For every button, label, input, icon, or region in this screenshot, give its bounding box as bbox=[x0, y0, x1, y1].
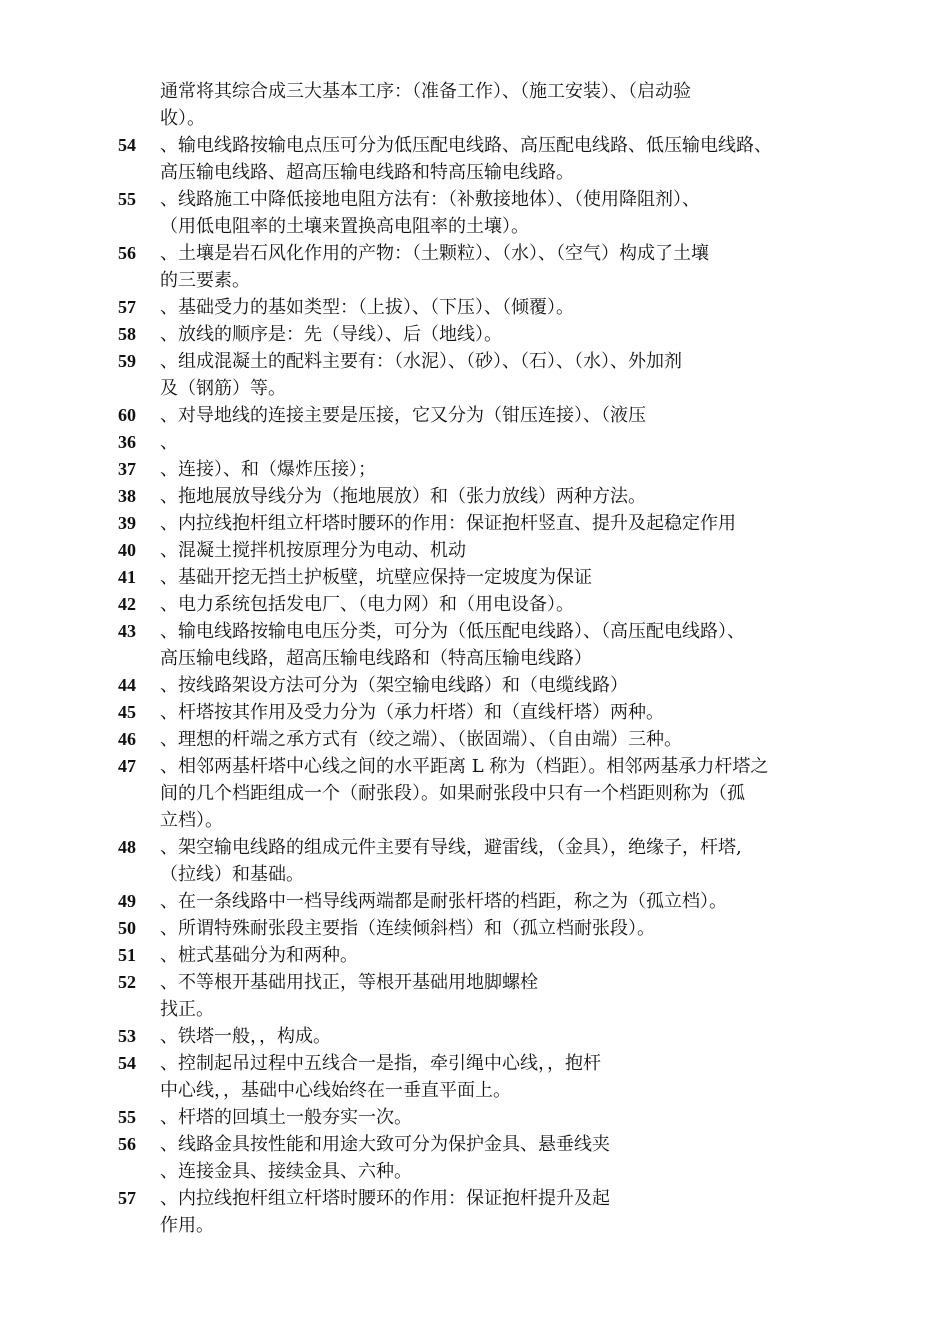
text-line bbox=[118, 807, 838, 834]
item-text: 立档）。 bbox=[160, 810, 223, 831]
item-text: 、理想的杆端之承方式有（绞之端）、（嵌固端）、（自由端）三种。 bbox=[160, 729, 682, 750]
text-line bbox=[118, 591, 838, 618]
item-number: 38 bbox=[118, 486, 136, 506]
text-line bbox=[118, 1050, 838, 1077]
text-line bbox=[118, 294, 838, 321]
text-line bbox=[118, 726, 838, 753]
item-text: 、杆塔按其作用及受力分为（承力杆塔）和（直线杆塔）两种。 bbox=[160, 702, 664, 723]
item-number: 36 bbox=[118, 432, 136, 452]
item-text: 、不等根开基础用找正，等根开基础用地脚螺栓 bbox=[160, 972, 538, 993]
item-text: 、在一条线路中一档导线两端都是耐张杆塔的档距，称之为（孤立档）。 bbox=[160, 891, 727, 912]
item-text: 、输电线路按输电点压可分为低压配电线路、高压配电线路、低压输电线路、 bbox=[160, 135, 772, 156]
item-number: 52 bbox=[118, 972, 136, 992]
text-line bbox=[118, 861, 838, 888]
text-line bbox=[118, 618, 838, 645]
text-line bbox=[118, 483, 838, 510]
item-number: 41 bbox=[118, 567, 136, 587]
item-text: 、内拉线抱杆组立杆塔时腰环的作用：保证抱杆竖直、提升及起稳定作用 bbox=[160, 513, 736, 534]
item-number: 54 bbox=[118, 1053, 136, 1073]
text-line bbox=[118, 645, 838, 672]
text-line bbox=[118, 186, 838, 213]
text-line bbox=[118, 267, 838, 294]
item-number: 50 bbox=[118, 918, 136, 938]
item-number: 44 bbox=[118, 675, 136, 695]
item-text: 、架空输电线路的组成元件主要有导线，避雷线，（金具），绝缘子，杆塔, bbox=[160, 837, 742, 858]
text-line bbox=[118, 699, 838, 726]
item-text: 收）。 bbox=[160, 108, 205, 129]
text-line bbox=[118, 537, 838, 564]
item-text: 、对导地线的连接主要是压接，它又分为（钳压连接）、（液压 bbox=[160, 405, 646, 426]
item-number: 48 bbox=[118, 837, 136, 857]
item-number: 55 bbox=[118, 189, 136, 209]
item-number: 37 bbox=[118, 459, 136, 479]
item-text: 、电力系统包括发电厂、（电力网）和（用电设备）。 bbox=[160, 594, 574, 615]
item-text: 、 bbox=[160, 432, 178, 453]
text-line bbox=[118, 753, 838, 780]
item-text: 、基础受力的基如类型：（上拔）、（下压）、（倾覆）。 bbox=[160, 297, 574, 318]
item-number: 54 bbox=[118, 135, 136, 155]
item-number: 60 bbox=[118, 405, 136, 425]
item-text: 的三要素。 bbox=[160, 270, 250, 291]
item-text: 高压输电线路、超高压输电线路和特高压输电线路。 bbox=[160, 162, 574, 183]
item-text: 、输电线路按输电电压分类，可分为（低压配电线路）、（高压配电线路）、 bbox=[160, 621, 745, 642]
item-text: 、控制起吊过程中五线合一是指，牵引绳中心线，，抱杆 bbox=[160, 1053, 601, 1074]
item-text: 、连接金具、接续金具、六种。 bbox=[160, 1161, 412, 1182]
text-line bbox=[118, 159, 838, 186]
item-text: 、线路金具按性能和用途大致可分为保护金具、悬垂线夹 bbox=[160, 1134, 610, 1155]
item-text: 间的几个档距组成一个（耐张段）。如果耐张段中只有一个档距则称为（孤 bbox=[160, 783, 745, 804]
item-text: 通常将其综合成三大基本工序：（准备工作）、（施工安装）、（启动验 bbox=[160, 81, 691, 102]
text-line bbox=[118, 1158, 838, 1185]
text-line bbox=[118, 375, 838, 402]
item-text: 、所谓特殊耐张段主要指（连续倾斜档）和（孤立档耐张段）。 bbox=[160, 918, 655, 939]
item-number: 56 bbox=[118, 243, 136, 263]
item-number: 56 bbox=[118, 1134, 136, 1154]
item-text: 、组成混凝土的配料主要有：（水泥）、（砂）、（石）、（水）、外加剂 bbox=[160, 351, 682, 372]
text-line bbox=[118, 672, 838, 699]
document-body bbox=[118, 78, 838, 1239]
item-number: 49 bbox=[118, 891, 136, 911]
item-text: 、混凝土搅拌机按原理分为电动、机动 bbox=[160, 540, 466, 561]
text-line bbox=[118, 1104, 838, 1131]
item-number: 46 bbox=[118, 729, 136, 749]
item-number: 51 bbox=[118, 945, 136, 965]
text-line bbox=[118, 1077, 838, 1104]
text-line bbox=[118, 213, 838, 240]
text-line bbox=[118, 78, 838, 105]
item-number: 42 bbox=[118, 594, 136, 614]
item-text: （用低电阻率的土壤来置换高电阻率的土壤）。 bbox=[160, 216, 529, 237]
text-line bbox=[118, 996, 838, 1023]
item-number: 39 bbox=[118, 513, 136, 533]
item-text: 、拖地展放导线分为（拖地展放）和（张力放线）两种方法。 bbox=[160, 486, 646, 507]
item-text: 、铁塔一般，，构成。 bbox=[160, 1026, 331, 1047]
item-text: 、杆塔的回填土一般夯实一次。 bbox=[160, 1107, 412, 1128]
text-line bbox=[118, 915, 838, 942]
item-text: 中心线，，基础中心线始终在一垂直平面上。 bbox=[160, 1080, 511, 1101]
item-number: 43 bbox=[118, 621, 136, 641]
item-text: 、基础开挖无挡土护板壁，坑壁应保持一定坡度为保证 bbox=[160, 567, 592, 588]
item-text: 、线路施工中降低接地电阻方法有：（补敷接地体）、（使用降阻剂）、 bbox=[160, 189, 700, 210]
text-line bbox=[118, 942, 838, 969]
item-text: 、桩式基础分为和两种。 bbox=[160, 945, 358, 966]
text-line bbox=[118, 1185, 838, 1212]
text-line bbox=[118, 348, 838, 375]
text-line bbox=[118, 834, 838, 861]
item-number: 59 bbox=[118, 351, 136, 371]
item-number: 53 bbox=[118, 1026, 136, 1046]
item-text: 高压输电线路，超高压输电线路和（特高压输电线路） bbox=[160, 648, 592, 669]
item-text: 、内拉线抱杆组立杆塔时腰环的作用：保证抱杆提升及起 bbox=[160, 1188, 610, 1209]
text-line bbox=[118, 321, 838, 348]
text-line bbox=[118, 456, 838, 483]
text-line bbox=[118, 429, 838, 456]
text-line bbox=[118, 240, 838, 267]
text-line bbox=[118, 402, 838, 429]
text-line bbox=[118, 1212, 838, 1239]
item-number: 57 bbox=[118, 1188, 136, 1208]
text-line bbox=[118, 1131, 838, 1158]
item-text: 及（钢筋）等。 bbox=[160, 378, 286, 399]
item-text: 、放线的顺序是：先（导线）、后（地线）。 bbox=[160, 324, 502, 345]
text-line bbox=[118, 780, 838, 807]
text-line bbox=[118, 105, 838, 132]
item-text: 、相邻两基杆塔中心线之间的水平距离 L 称为（档距）。相邻两基承力杆塔之 bbox=[160, 756, 769, 777]
item-number: 57 bbox=[118, 297, 136, 317]
text-line bbox=[118, 969, 838, 996]
item-number: 40 bbox=[118, 540, 136, 560]
item-number: 45 bbox=[118, 702, 136, 722]
item-text: （拉线）和基础。 bbox=[160, 864, 304, 885]
item-text: 、按线路架设方法可分为（架空输电线路）和（电缆线路） bbox=[160, 675, 628, 696]
text-line bbox=[118, 564, 838, 591]
item-text: 找正。 bbox=[160, 999, 214, 1020]
item-text: 、连接）、和（爆炸压接）； bbox=[160, 459, 376, 480]
text-line bbox=[118, 888, 838, 915]
text-line bbox=[118, 1023, 838, 1050]
item-number: 55 bbox=[118, 1107, 136, 1127]
item-text: 作用。 bbox=[160, 1215, 214, 1236]
item-number: 58 bbox=[118, 324, 136, 344]
text-line bbox=[118, 510, 838, 537]
item-text: 、土壤是岩石风化作用的产物：（土颗粒）、（水）、（空气）构成了土壤 bbox=[160, 243, 709, 264]
item-number: 47 bbox=[118, 756, 136, 776]
text-line bbox=[118, 132, 838, 159]
